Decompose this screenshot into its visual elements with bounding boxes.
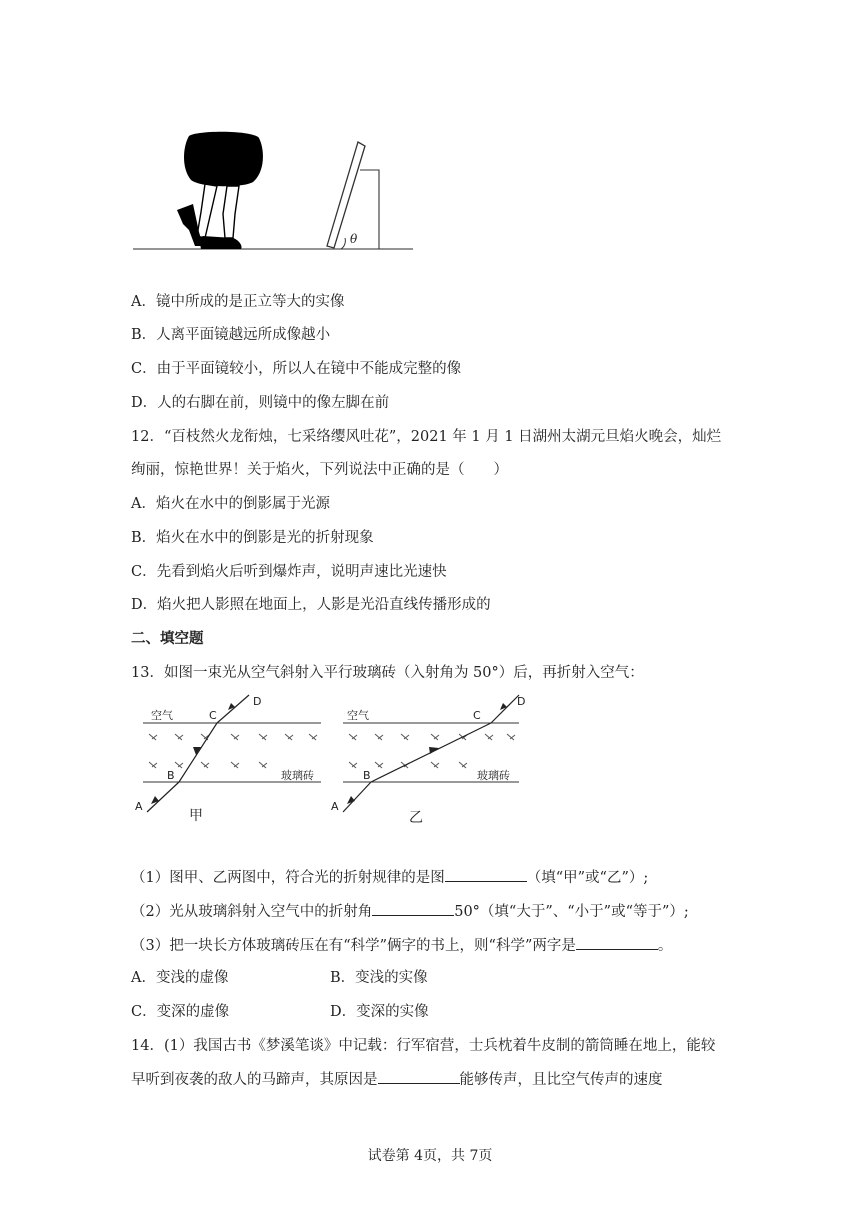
q13-sub2-hint: 50°（填“大于”、“小于”或“等于”）;	[454, 904, 689, 920]
q13-sub1	[131, 867, 648, 888]
q13-stem: 13．如图一束光从空气斜射入平行玻璃砖（入射角为 50°）后，再折射入空气：	[131, 665, 644, 681]
q11-option-c: C．由于平面镜较小，所以人在镜中不能成完整的像	[131, 361, 462, 377]
q12-option-b: B．焰火在水中的倒影是光的折射现象	[131, 530, 374, 546]
q13-sub3-text: （3）把一块长方体玻璃砖压在有“科学”俩字的书上，则“科学”两字是	[131, 938, 576, 954]
air-label-yi: 空气	[347, 709, 369, 722]
q13-sub3-blank[interactable]	[576, 935, 658, 950]
q12-stem-line2: 绚丽，惊艳世界！关于焰火，下列说法中正确的是（ ）	[131, 462, 508, 478]
q13-option-b: B．变浅的实像	[330, 970, 428, 986]
q13-sub1-blank[interactable]	[445, 867, 527, 882]
q12-option-a: A．焰火在水中的倒影属于光源	[131, 496, 330, 512]
q13-sub2	[131, 901, 689, 922]
q14-line2	[131, 1069, 663, 1090]
q13-option-a: A．变浅的虚像	[131, 970, 229, 986]
q13-sub3	[131, 935, 672, 956]
q13-option-c: C．变深的虚像	[131, 1004, 230, 1020]
q13-sub3-end: 。	[657, 938, 673, 954]
q13-option-d: D．变深的实像	[330, 1004, 429, 1020]
mirror-figure	[131, 128, 421, 254]
q13-sub1-text: （1）图甲、乙两图中，符合光的折射规律的是图	[131, 870, 445, 886]
q14-line2-end: 能够传声，且比空气传声的速度	[459, 1072, 663, 1088]
q14-blank[interactable]	[378, 1069, 460, 1084]
point-a-jia: A	[135, 800, 143, 813]
air-label-jia: 空气	[151, 709, 173, 722]
point-d-yi: D	[517, 695, 526, 708]
q11-option-b: B．人离平面镜越远所成像越小	[131, 327, 331, 343]
q12-option-d: D．焰火把人影照在地面上，人影是光沿直线传播形成的	[131, 597, 491, 613]
q11-option-d: D．人的右脚在前，则镜中的像左脚在前	[131, 395, 390, 411]
q13-sub2-text: （2）光从玻璃斜射入空气中的折射角	[131, 904, 373, 920]
q14-line2-text: 早听到夜袭的敌人的马蹄声，其原因是	[131, 1072, 378, 1088]
refraction-figure-yi	[327, 690, 527, 830]
point-c-jia: C	[209, 709, 217, 722]
glass-label-yi: 玻璃砖	[477, 769, 510, 782]
glass-label-jia: 玻璃砖	[281, 769, 314, 782]
q12-stem-line1: 12．“百枝然火龙衔烛，七采络缨风吐花”，2021 年 1 月 1 日湖州太湖元旦焰火晚会，灿烂	[131, 429, 722, 445]
caption-jia: 甲	[189, 808, 203, 824]
point-d-jia: D	[253, 695, 262, 708]
point-b-yi: B	[363, 769, 371, 782]
refraction-figure-jia	[131, 690, 331, 830]
point-c-yi: C	[473, 709, 481, 722]
page-footer: 试卷第 4页，共 7页	[367, 1148, 493, 1164]
point-a-yi: A	[331, 800, 339, 813]
angle-label: θ	[350, 232, 358, 246]
point-b-jia: B	[167, 769, 175, 782]
q11-option-a: A．镜中所成的是正立等大的实像	[131, 294, 345, 310]
q13-sub2-blank[interactable]	[372, 901, 454, 916]
section-title: 二、填空题	[131, 630, 204, 647]
q14-line1: 14．(1）我国古书《梦溪笔谈》中记载：行军宿营，士兵枕着牛皮制的箭筒睡在地上，能较	[131, 1038, 716, 1054]
q13-sub1-hint: （填“甲”或“乙”）;	[526, 870, 649, 886]
q12-option-c: C．先看到焰火后听到爆炸声，说明声速比光速快	[131, 564, 447, 580]
caption-yi: 乙	[409, 810, 423, 826]
